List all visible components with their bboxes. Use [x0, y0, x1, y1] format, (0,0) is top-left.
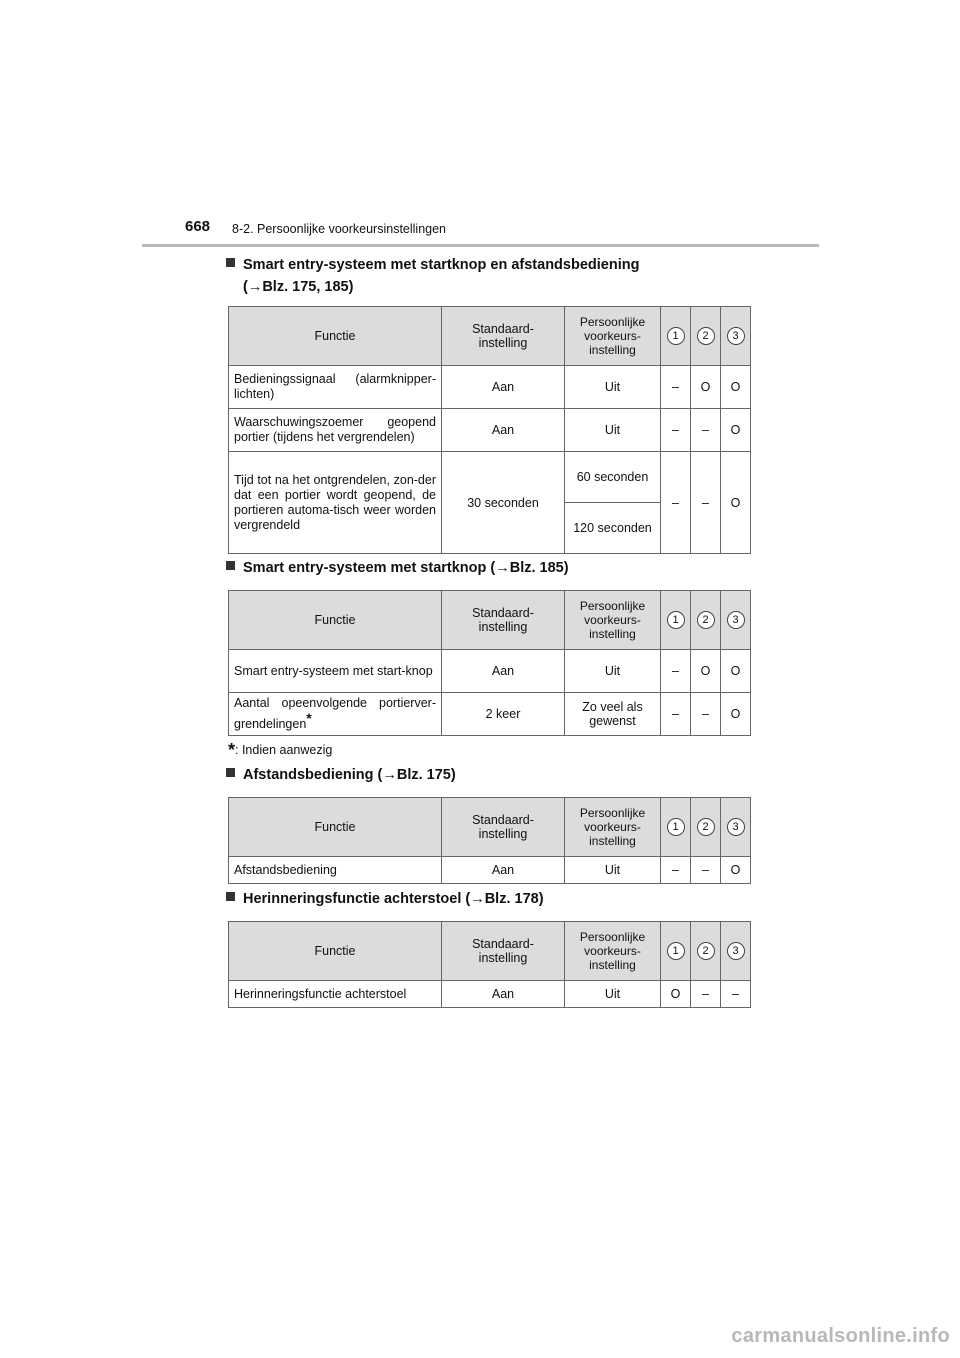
- cell-standaard: Aan: [442, 857, 565, 884]
- header-rule: [142, 244, 819, 247]
- cell-c1: –: [661, 650, 691, 693]
- section-title: 8-2. Persoonlijke voorkeursinstellingen: [232, 222, 447, 236]
- cell-functie-text: Aantal opeenvolgende portierver-grendelingen: [234, 696, 436, 732]
- cell-functie: Herinneringsfunctie achterstoel: [229, 981, 442, 1008]
- circled-1-icon: 1: [667, 942, 685, 960]
- table-header-row: [229, 922, 751, 981]
- table-header-row: [229, 591, 751, 650]
- cell-functie: [229, 693, 442, 736]
- bullet-square-icon: [226, 561, 235, 570]
- page-number: 668: [185, 218, 211, 235]
- cell-c3: O: [721, 857, 751, 884]
- circled-1-icon: 1: [667, 611, 685, 629]
- header-col1: [661, 922, 691, 981]
- cell-c2: O: [691, 366, 721, 409]
- header-col2: [691, 798, 721, 857]
- header-standaard: Standaard- instelling: [442, 591, 565, 650]
- header-standaard: Standaard- instelling: [442, 922, 565, 981]
- header-col2: [691, 307, 721, 366]
- table-row: [229, 981, 751, 1008]
- header-functie: Functie: [229, 307, 442, 366]
- table-row: [229, 366, 751, 409]
- cell-persoonlijk: Uit: [565, 857, 661, 884]
- cell-c2: –: [691, 409, 721, 452]
- cell-c1: O: [661, 981, 691, 1008]
- footnote-text: : Indien aanwezig: [235, 743, 333, 757]
- header-col3: [721, 307, 751, 366]
- section2-table: [228, 590, 751, 736]
- bullet-square-icon: [226, 258, 235, 267]
- section1-heading: [226, 254, 639, 298]
- bullet-square-icon: [226, 892, 235, 901]
- section4-heading: [226, 888, 544, 910]
- section1-table: [228, 306, 751, 554]
- cell-persoonlijk: Uit: [565, 366, 661, 409]
- cell-c3: O: [721, 366, 751, 409]
- circled-1-icon: 1: [667, 818, 685, 836]
- circled-2-icon: 2: [697, 611, 715, 629]
- circled-2-icon: 2: [697, 818, 715, 836]
- cell-persoonlijk: Uit: [565, 650, 661, 693]
- table-row: [229, 409, 751, 452]
- cell-functie: Waarschuwingszoemer geopend portier (tijdens het vergrendelen): [229, 409, 442, 452]
- header-col2: [691, 591, 721, 650]
- cell-c1: –: [661, 693, 691, 736]
- circled-2-icon: 2: [697, 942, 715, 960]
- cell-functie: Smart entry-systeem met start-knop: [229, 650, 442, 693]
- cell-standaard: Aan: [442, 366, 565, 409]
- section3-heading: [226, 764, 456, 786]
- cell-persoonlijk: Uit: [565, 981, 661, 1008]
- cell-c1: –: [661, 452, 691, 554]
- table-row: [229, 650, 751, 693]
- section1-title-line2: (→Blz. 175, 185): [243, 279, 354, 295]
- header-standaard: Standaard- instelling: [442, 798, 565, 857]
- header-col1: [661, 307, 691, 366]
- cell-c2: –: [691, 857, 721, 884]
- header-functie: Functie: [229, 922, 442, 981]
- footnote-asterisk: *: [306, 710, 312, 726]
- cell-persoonlijk: Uit: [565, 409, 661, 452]
- header-col1: [661, 798, 691, 857]
- cell-persoonlijk-b: 120 seconden: [565, 503, 661, 554]
- cell-standaard: 30 seconden: [442, 452, 565, 554]
- section4-title: Herinneringsfunctie achterstoel (→Blz. 178): [243, 891, 544, 907]
- table-row: [229, 857, 751, 884]
- header-persoonlijk: Persoonlijke voorkeurs- instelling: [565, 591, 661, 650]
- cell-c2: O: [691, 650, 721, 693]
- cell-c3: O: [721, 409, 751, 452]
- section2-title: Smart entry-systeem met startknop (→Blz. 185): [243, 560, 569, 576]
- header-col3: [721, 591, 751, 650]
- cell-c3: O: [721, 693, 751, 736]
- cell-c1: –: [661, 409, 691, 452]
- cell-standaard: Aan: [442, 409, 565, 452]
- footnote-mark: *: [228, 740, 236, 760]
- section1-title-line1: Smart entry-systeem met startknop en afstandsbediening: [243, 257, 640, 273]
- section3-title: Afstandsbediening (→Blz. 175): [243, 767, 456, 783]
- header-functie: Functie: [229, 591, 442, 650]
- header-col3: [721, 922, 751, 981]
- cell-c1: –: [661, 857, 691, 884]
- bullet-square-icon: [226, 768, 235, 777]
- watermark[interactable]: carmanualsonline.info: [731, 1325, 950, 1347]
- circled-2-icon: 2: [697, 327, 715, 345]
- page-header: [0, 0, 960, 260]
- cell-c3: O: [721, 452, 751, 554]
- table-header-row: [229, 307, 751, 366]
- table-row: [229, 452, 751, 503]
- cell-standaard: Aan: [442, 981, 565, 1008]
- section2-heading: [226, 557, 569, 579]
- table-row: [229, 693, 751, 736]
- circled-3-icon: 3: [727, 818, 745, 836]
- header-col3: [721, 798, 751, 857]
- circled-3-icon: 3: [727, 942, 745, 960]
- header-persoonlijk: Persoonlijke voorkeurs- instelling: [565, 307, 661, 366]
- cell-persoonlijk: Zo veel als gewenst: [565, 693, 661, 736]
- header-standaard: Standaard- instelling: [442, 307, 565, 366]
- section3-table: [228, 797, 751, 884]
- circled-1-icon: 1: [667, 327, 685, 345]
- header-col1: [661, 591, 691, 650]
- cell-c3: O: [721, 650, 751, 693]
- cell-persoonlijk-a: 60 seconden: [565, 452, 661, 503]
- cell-standaard: 2 keer: [442, 693, 565, 736]
- cell-functie: Tijd tot na het ontgrendelen, zon-der dat een portier wordt geopend, de portieren automa-tisch weer worden vergrendeld: [229, 452, 442, 554]
- cell-c2: –: [691, 981, 721, 1008]
- table-header-row: [229, 798, 751, 857]
- footnote: [228, 740, 332, 761]
- header-functie: Functie: [229, 798, 442, 857]
- cell-functie: Afstandsbediening: [229, 857, 442, 884]
- cell-c1: –: [661, 366, 691, 409]
- section4-table: [228, 921, 751, 1008]
- header-persoonlijk: Persoonlijke voorkeurs- instelling: [565, 798, 661, 857]
- header-persoonlijk: Persoonlijke voorkeurs- instelling: [565, 922, 661, 981]
- cell-c2: –: [691, 452, 721, 554]
- header-col2: [691, 922, 721, 981]
- cell-standaard: Aan: [442, 650, 565, 693]
- circled-3-icon: 3: [727, 611, 745, 629]
- circled-3-icon: 3: [727, 327, 745, 345]
- cell-functie: Bedieningssignaal (alarmknipper-lichten): [229, 366, 442, 409]
- cell-c2: –: [691, 693, 721, 736]
- cell-c3: –: [721, 981, 751, 1008]
